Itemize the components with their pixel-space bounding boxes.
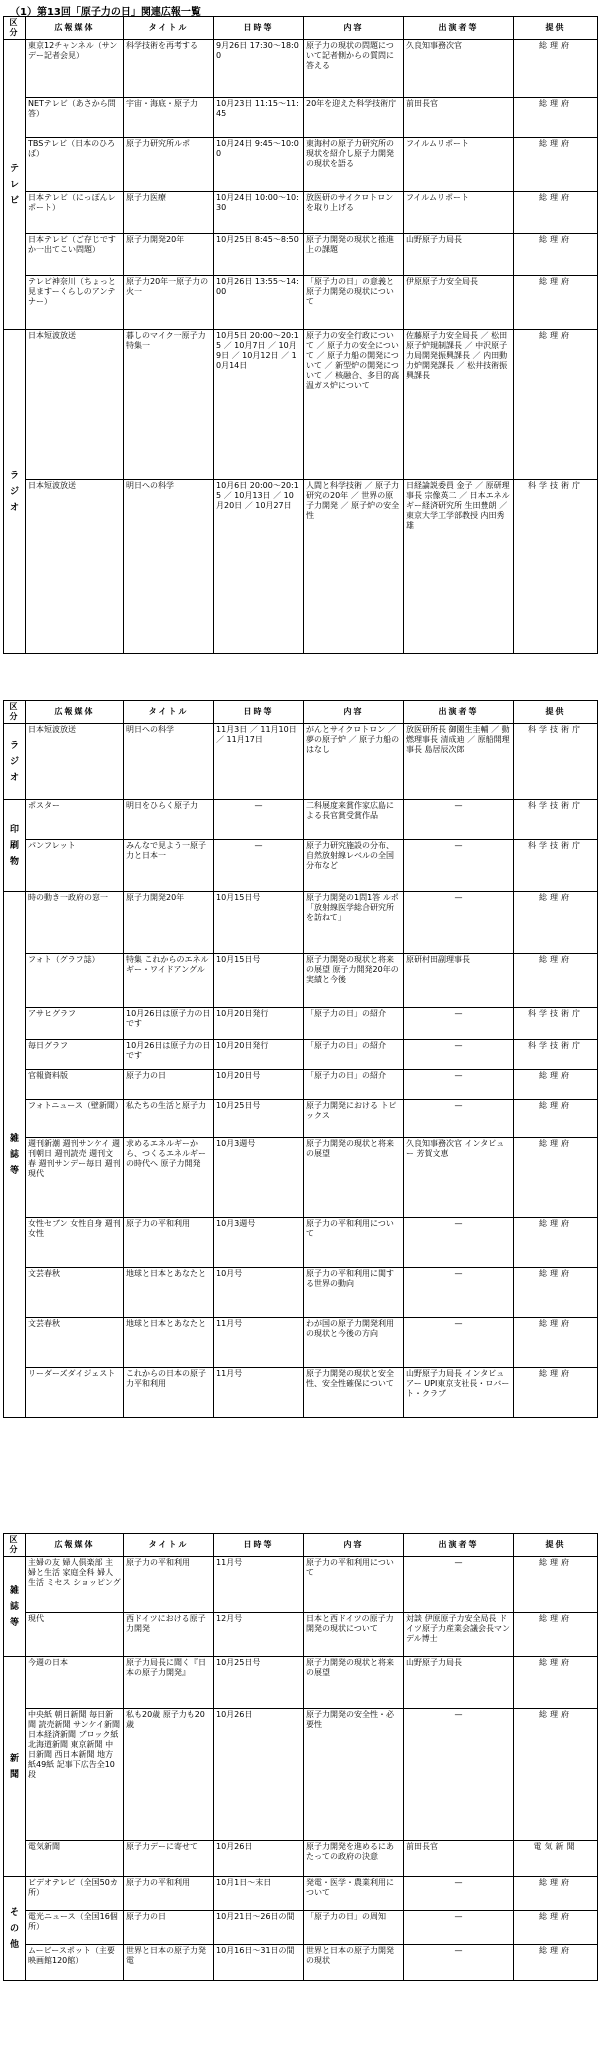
category-radio-2: ラ ジ オ xyxy=(4,724,26,800)
cell-performer: 久良知事務次官 インタビュー 芳賀文恵 xyxy=(404,1138,514,1218)
cell-title: これからの日本の原子力平和利用 xyxy=(124,1368,214,1418)
cell-content: がんとサイクロトロン ／ 夢の原子炉 ／ 原子力船のはなし xyxy=(304,724,404,800)
cell-media: 日本短波放送 xyxy=(26,480,124,654)
cell-date: 10月25日号 xyxy=(214,1100,304,1138)
cell-date: 10月26日 xyxy=(214,1709,304,1841)
cell-content: 「原子力の日」の紹介 xyxy=(304,1040,404,1070)
category-print: 印 刷 物 xyxy=(4,800,26,892)
header-cat: 区分 xyxy=(4,1534,26,1557)
cell-provider: 総理府 xyxy=(514,1070,598,1100)
cell-performer: — xyxy=(404,1040,514,1070)
cell-provider: 総理府 xyxy=(514,1911,598,1945)
cell-title: 特集 これからのエネルギー・ワイドアングル xyxy=(124,954,214,1008)
cell-date: 10月25日号 xyxy=(214,1657,304,1709)
cell-media: 文芸春秋 xyxy=(26,1268,124,1318)
header-date: 日時等 xyxy=(214,1534,304,1557)
cell-provider: 総理府 xyxy=(514,954,598,1008)
cell-performer: 山野原子力局長 xyxy=(404,1657,514,1709)
cell-content: 原子力開発の安全性・必要性 xyxy=(304,1709,404,1841)
cell-content: 原子力研究施設の分布、自然放射線レベルの全国分布など xyxy=(304,840,404,892)
category-radio: ラ ジ オ xyxy=(4,330,26,654)
cell-date: — xyxy=(214,840,304,892)
cell-content: 東海村の原子力研究所の現状を紹介し原子力開発の現状を語る xyxy=(304,138,404,192)
table-row xyxy=(4,954,598,1008)
cell-performer: — xyxy=(404,1100,514,1138)
cell-content: 二科展度来賞作家広島による長官賞受賞作品 xyxy=(304,800,404,840)
header-performer: 出演者等 xyxy=(404,701,514,724)
cell-content: 放医研のサイクロトロンを取り上げる xyxy=(304,192,404,234)
cell-content: 「原子力の日」の紹介 xyxy=(304,1070,404,1100)
cell-performer: 前田長官 xyxy=(404,98,514,138)
cell-title: みんなで見よう一原子力と日本一 xyxy=(124,840,214,892)
cell-title: 宇宙・海底・原子力 xyxy=(124,98,214,138)
cell-content: 原子力開発の現状と推進上の課題 xyxy=(304,234,404,276)
cell-date: — xyxy=(214,800,304,840)
cell-provider: 総理府 xyxy=(514,1318,598,1368)
table-row xyxy=(4,1318,598,1368)
cell-performer: 久良知事務次官 xyxy=(404,40,514,98)
cell-date: 10月21日～26日の間 xyxy=(214,1911,304,1945)
table-row xyxy=(4,330,598,480)
header-performer: 出演者等 xyxy=(404,1534,514,1557)
cell-provider: 総理府 xyxy=(514,1138,598,1218)
category-magazine-2: 雑 誌 等 xyxy=(4,1557,26,1657)
cell-media: アサヒグラフ xyxy=(26,1008,124,1040)
cell-date: 10月26日 13:55～14:00 xyxy=(214,276,304,330)
table-row xyxy=(4,1911,598,1945)
cell-content: 原子力開発の現状と安全性、安全性確保について xyxy=(304,1368,404,1418)
cell-provider: 総理府 xyxy=(514,1268,598,1318)
cell-media: フォト（グラフ誌） xyxy=(26,954,124,1008)
cell-content: 原子力の安全行政について ／ 原子力の安全について ／ 原子力船の開発について ／ 新型炉の開発について ／ 核融合、多目的高温ガス炉について xyxy=(304,330,404,480)
cell-provider: 科学技術庁 xyxy=(514,480,598,654)
header-performer: 出演者等 xyxy=(404,17,514,40)
table-row xyxy=(4,1613,598,1657)
cell-media: 中央紙 朝日新聞 毎日新聞 読売新聞 サンケイ新聞 日本経済新聞 ブロック紙 北海道新聞 東京新聞 中日新聞 西日本新聞 地方紙49紙 記事下広告全10段 xyxy=(26,1709,124,1841)
cell-media: 女性セブン 女性自身 週刊女性 xyxy=(26,1218,124,1268)
cell-performer: — xyxy=(404,1268,514,1318)
cell-media: 毎日グラフ xyxy=(26,1040,124,1070)
cell-title: 原子力局長に聞く『日本の原子力開発』 xyxy=(124,1657,214,1709)
header-title: タイトル xyxy=(124,1534,214,1557)
cell-provider: 総理府 xyxy=(514,1709,598,1841)
cell-content: 「原子力の日」の周知 xyxy=(304,1911,404,1945)
cell-performer: 伊原原子力安全局長 xyxy=(404,276,514,330)
cell-content: 日本と西ドイツの原子力開発の現状について xyxy=(304,1613,404,1657)
cell-date: 11月3日 ／ 11月10日 ／ 11月17日 xyxy=(214,724,304,800)
cell-media: パンフレット xyxy=(26,840,124,892)
table-row xyxy=(4,1100,598,1138)
cell-media: リーダーズダイジェスト xyxy=(26,1368,124,1418)
cell-media: 日本短波放送 xyxy=(26,724,124,800)
cell-title: 10月26日は原子力の日です xyxy=(124,1008,214,1040)
cell-provider: 総理府 xyxy=(514,1657,598,1709)
table-row xyxy=(4,840,598,892)
category-magazine: 雑 誌 等 xyxy=(4,892,26,1418)
header-content: 内容 xyxy=(304,17,404,40)
cell-date: 11月号 xyxy=(214,1368,304,1418)
table-row xyxy=(4,276,598,330)
cell-provider: 総理府 xyxy=(514,40,598,98)
cell-media: TBSテレビ（日本のひろば） xyxy=(26,138,124,192)
cell-content: 原子力の現状の問題について記者側からの質問に答える xyxy=(304,40,404,98)
cell-performer: — xyxy=(404,840,514,892)
cell-provider: 総理府 xyxy=(514,138,598,192)
header-cat: 区分 xyxy=(4,17,26,40)
cell-performer: 放医研所長 御園生圭輔 ／ 動燃理事長 清成迪 ／ 原船開理事長 島居辰次郎 xyxy=(404,724,514,800)
cell-content: 原子力の平和利用について xyxy=(304,1218,404,1268)
table-row xyxy=(4,1945,598,1981)
table-row xyxy=(4,1138,598,1218)
cell-media: テレビ神奈川（ちょっと見ますーくらしのアンテナー） xyxy=(26,276,124,330)
cell-performer: フイルムリポート xyxy=(404,138,514,192)
table-row xyxy=(4,1557,598,1613)
category-other: そ の 他 xyxy=(4,1877,26,1981)
cell-performer: 対談 伊原原子力安全局長 ドイツ原子力産業会議会長マンデル博士 xyxy=(404,1613,514,1657)
cell-performer: — xyxy=(404,1945,514,1981)
cell-date: 9月26日 17:30～18:00 xyxy=(214,40,304,98)
cell-date: 10月15日号 xyxy=(214,954,304,1008)
header-content: 内容 xyxy=(304,1534,404,1557)
cell-media: 官報資料版 xyxy=(26,1070,124,1100)
cell-performer: — xyxy=(404,1709,514,1841)
table-header-row xyxy=(4,1534,598,1557)
cell-date: 10月23日 11:15～11:45 xyxy=(214,98,304,138)
cell-performer: — xyxy=(404,1008,514,1040)
cell-title: 原子力20年一原子力の火一 xyxy=(124,276,214,330)
cell-title: 科学技術を再考する xyxy=(124,40,214,98)
cell-content: 発電・医学・農業利用について xyxy=(304,1877,404,1911)
cell-content: 原子力開発の現状と将来の展望 xyxy=(304,1657,404,1709)
cell-title: 明日をひらく原子力 xyxy=(124,800,214,840)
table-row xyxy=(4,800,598,840)
table-row xyxy=(4,138,598,192)
cell-provider: 総理府 xyxy=(514,1613,598,1657)
cell-content: 「原子力の日」の紹介 xyxy=(304,1008,404,1040)
cell-date: 10月24日 10:00～10:30 xyxy=(214,192,304,234)
table-header-row xyxy=(4,17,598,40)
table-row xyxy=(4,40,598,98)
cell-provider: 総理府 xyxy=(514,1368,598,1418)
cell-provider: 科学技術庁 xyxy=(514,840,598,892)
cell-media: ムービースポット（主要映画館120館） xyxy=(26,1945,124,1981)
cell-title: 10月26日は原子力の日です xyxy=(124,1040,214,1070)
cell-media: 週刊新潮 週刊サンケイ 週刊朝日 週刊読売 週刊文春 週刊サンデー毎日 週刊現代 xyxy=(26,1138,124,1218)
cell-date: 10月24日 9:45～10:00 xyxy=(214,138,304,192)
cell-media: 主婦の友 婦人倶楽部 主婦と生活 家庭全科 婦人生活 ミセス ショッピング xyxy=(26,1557,124,1613)
cell-content: 世界と日本の原子力開発の現状 xyxy=(304,1945,404,1981)
cell-media: 電光ニュース（全国16個所） xyxy=(26,1911,124,1945)
header-date: 日時等 xyxy=(214,701,304,724)
cell-content: 原子力開発の1問1答 ルポ「放射線医学総合研究所を訪ねて」 xyxy=(304,892,404,954)
cell-provider: 科学技術庁 xyxy=(514,724,598,800)
cell-performer: — xyxy=(404,1318,514,1368)
cell-provider: 総理府 xyxy=(514,1557,598,1613)
table-row xyxy=(4,192,598,234)
cell-title: 原子力デーに寄せて xyxy=(124,1841,214,1877)
cell-provider: 電気新聞 xyxy=(514,1841,598,1877)
cell-title: 原子力の日 xyxy=(124,1070,214,1100)
cell-provider: 総理府 xyxy=(514,330,598,480)
header-provider: 提供 xyxy=(514,1534,598,1557)
cell-title: 私も20歳 原子力も20歳 xyxy=(124,1709,214,1841)
cell-content: わが国の原子力開発利用の現状と今後の方向 xyxy=(304,1318,404,1368)
cell-provider: 総理府 xyxy=(514,234,598,276)
cell-title: 原子力開発20年 xyxy=(124,234,214,276)
cell-provider: 総理府 xyxy=(514,1218,598,1268)
cell-title: 世界と日本の原子力発電 xyxy=(124,1945,214,1981)
cell-date: 10月3週号 xyxy=(214,1218,304,1268)
cell-provider: 総理府 xyxy=(514,1945,598,1981)
cell-title: 原子力の日 xyxy=(124,1911,214,1945)
cell-provider: 総理府 xyxy=(514,98,598,138)
cell-performer: — xyxy=(404,1557,514,1613)
cell-media: 日本テレビ（ご存じですか一出てこい問題） xyxy=(26,234,124,276)
cell-content: 原子力開発の現状と将来の展望 原子力開発20年の実績と今後 xyxy=(304,954,404,1008)
cell-date: 10月1日～末日 xyxy=(214,1877,304,1911)
page-title: （1）第13回「原子力の日」関連広報一覧 xyxy=(10,7,201,18)
table-row xyxy=(4,1040,598,1070)
cell-content: 人間と科学技術 ／ 原子力研究の20年 ／ 世界の原子力開発 ／ 原子炉の安全性 xyxy=(304,480,404,654)
cell-provider: 総理府 xyxy=(514,892,598,954)
cell-media: 今週の日本 xyxy=(26,1657,124,1709)
table-row xyxy=(4,724,598,800)
cell-provider: 科学技術庁 xyxy=(514,1008,598,1040)
table-row xyxy=(4,1841,598,1877)
table-row xyxy=(4,234,598,276)
cell-content: 原子力開発を進めるにあたっての政府の決意 xyxy=(304,1841,404,1877)
cell-performer: 原研村田副理事長 xyxy=(404,954,514,1008)
cell-date: 10月26日 xyxy=(214,1841,304,1877)
cell-content: 20年を迎えた科学技術庁 xyxy=(304,98,404,138)
cell-date: 10月3週号 xyxy=(214,1138,304,1218)
cell-date: 10月16日～31日の間 xyxy=(214,1945,304,1981)
cell-performer: — xyxy=(404,1877,514,1911)
cell-provider: 総理府 xyxy=(514,1877,598,1911)
cell-media: NETテレビ（あさから問答） xyxy=(26,98,124,138)
cell-performer: — xyxy=(404,892,514,954)
cell-media: 電気新聞 xyxy=(26,1841,124,1877)
cell-provider: 総理府 xyxy=(514,1100,598,1138)
header-provider: 提供 xyxy=(514,17,598,40)
cell-date: 10月20日発行 xyxy=(214,1040,304,1070)
cell-media: 文芸春秋 xyxy=(26,1318,124,1368)
cell-performer: 日経論説委員 金子 ／ 原研理事長 宗像英二 ／ 日本エネルギー経済研究所 生田豊朗 ／ 東京大学工学部教授 内田秀雄 xyxy=(404,480,514,654)
table-row xyxy=(4,1709,598,1841)
cell-title: 原子力医療 xyxy=(124,192,214,234)
header-provider: 提供 xyxy=(514,701,598,724)
cell-media: ポスター xyxy=(26,800,124,840)
cell-performer: — xyxy=(404,1070,514,1100)
table-row xyxy=(4,1070,598,1100)
cell-performer: 山野原子力局長 インタビュアー UPI東京支社長・ロバート・クラブ xyxy=(404,1368,514,1418)
cell-title: 地球と日本とあなたと xyxy=(124,1268,214,1318)
cell-content: 原子力開発の現状と将来の展望 xyxy=(304,1138,404,1218)
cell-provider: 総理府 xyxy=(514,276,598,330)
cell-title: 西ドイツにおける原子力開発 xyxy=(124,1613,214,1657)
cell-title: 原子力の平和利用 xyxy=(124,1877,214,1911)
cell-media: 日本短波放送 xyxy=(26,330,124,480)
cell-title: 原子力の平和利用 xyxy=(124,1557,214,1613)
cell-provider: 総理府 xyxy=(514,192,598,234)
table-row xyxy=(4,1218,598,1268)
cell-provider: 科学技術庁 xyxy=(514,1040,598,1070)
header-media: 広報媒体 xyxy=(26,701,124,724)
cell-media: 日本テレビ（にっぽんレポート） xyxy=(26,192,124,234)
category-tv: テ レ ビ xyxy=(4,40,26,330)
cell-date: 10月5日 20:00～20:15 ／ 10月7日 ／ 10月9日 ／ 10月12日 ／ 10月14日 xyxy=(214,330,304,480)
cell-content: 原子力の平和利用に関する世界の動向 xyxy=(304,1268,404,1318)
table-row xyxy=(4,892,598,954)
cell-title: 明日への科学 xyxy=(124,724,214,800)
cell-title: 原子力の平和利用 xyxy=(124,1218,214,1268)
cell-performer: 前田長官 xyxy=(404,1841,514,1877)
cell-title: 明日への科学 xyxy=(124,480,214,654)
cell-media: 時の動き一政府の窓一 xyxy=(26,892,124,954)
cell-performer: — xyxy=(404,800,514,840)
table-section-1 xyxy=(3,16,598,654)
table-section-2 xyxy=(3,700,598,1418)
table-row xyxy=(4,1268,598,1318)
table-row xyxy=(4,98,598,138)
cell-title: 暮しのマイク一原子力特集一 xyxy=(124,330,214,480)
cell-title: 原子力研究所ルポ xyxy=(124,138,214,192)
header-media: 広報媒体 xyxy=(26,1534,124,1557)
cell-media: 現代 xyxy=(26,1613,124,1657)
cell-date: 10月20日発行 xyxy=(214,1008,304,1040)
header-title: タイトル xyxy=(124,17,214,40)
cell-date: 12月号 xyxy=(214,1613,304,1657)
header-title: タイトル xyxy=(124,701,214,724)
cell-media: フォトニュース（壁新聞） xyxy=(26,1100,124,1138)
cell-title: 原子力開発20年 xyxy=(124,892,214,954)
cell-title: 求めるエネルギーから、つくるエネルギーの時代へ 原子力開発 xyxy=(124,1138,214,1218)
cell-content: 原子力の平和利用について xyxy=(304,1557,404,1613)
category-newspaper: 新 聞 xyxy=(4,1657,26,1877)
table-header-row xyxy=(4,701,598,724)
table-row xyxy=(4,1657,598,1709)
cell-title: 地球と日本とあなたと xyxy=(124,1318,214,1368)
table-row xyxy=(4,1877,598,1911)
cell-media: ビデオテレビ（全国50カ所） xyxy=(26,1877,124,1911)
cell-content: 「原子力の日」の意義と原子力開発の現状について xyxy=(304,276,404,330)
table-row xyxy=(4,1368,598,1418)
cell-date: 10月25日 8:45～8:50 xyxy=(214,234,304,276)
cell-performer: 山野原子力局長 xyxy=(404,234,514,276)
table-row xyxy=(4,1008,598,1040)
header-content: 内容 xyxy=(304,701,404,724)
header-cat: 区分 xyxy=(4,701,26,724)
cell-performer: — xyxy=(404,1218,514,1268)
cell-performer: フイルムリポート xyxy=(404,192,514,234)
cell-media: 東京12チャンネル（サンデー記者会見） xyxy=(26,40,124,98)
cell-date: 10月6日 20:00～20:15 ／ 10月13日 ／ 10月20日 ／ 10月27日 xyxy=(214,480,304,654)
cell-title: 私たちの生活と原子力 xyxy=(124,1100,214,1138)
table-section-3 xyxy=(3,1533,598,1981)
cell-provider: 科学技術庁 xyxy=(514,800,598,840)
header-media: 広報媒体 xyxy=(26,17,124,40)
cell-content: 原子力開発における トピックス xyxy=(304,1100,404,1138)
cell-performer: 佐藤原子力安全局長 ／ 松田原子炉規制課長 ／ 中沢原子力局開発振興課長 ／ 内田動力炉開発課長 ／ 松井技術振興課長 xyxy=(404,330,514,480)
cell-date: 10月20日号 xyxy=(214,1070,304,1100)
cell-performer: — xyxy=(404,1911,514,1945)
cell-date: 10月15日号 xyxy=(214,892,304,954)
header-date: 日時等 xyxy=(214,17,304,40)
cell-date: 11月号 xyxy=(214,1318,304,1368)
cell-date: 11月号 xyxy=(214,1557,304,1613)
cell-date: 10月号 xyxy=(214,1268,304,1318)
table-row xyxy=(4,480,598,654)
